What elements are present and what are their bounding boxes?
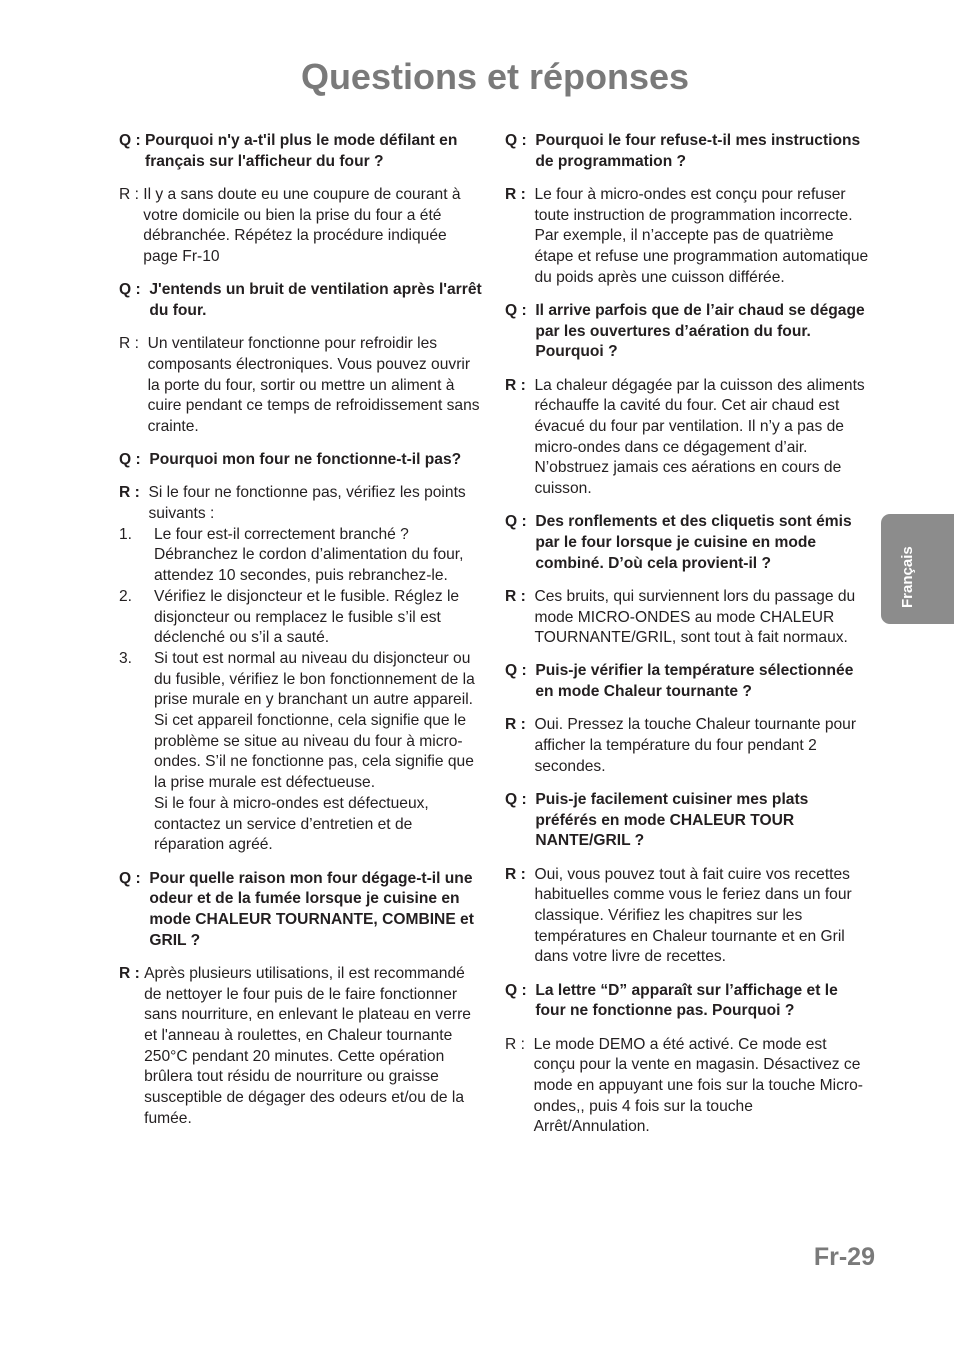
list-text: Si tout est normal au niveau du disjoncteur ou du fusible, vérifiez le bon fonctionnement de la prise murale en y branchant un autre appareil. Si cet appareil fonctionne, cela signifie que le problème se situe au niveau du four à micro-ondes. S’il ne fonctionne pas, cela signifie que la prise murale est défectueuse. — [154, 649, 475, 792]
question-text: Puis-je vérifier la température sélectionnée en mode Chaleur tournante ? — [535, 662, 854, 701]
question-label: Q : — [505, 301, 536, 319]
question — [505, 131, 870, 172]
question — [505, 790, 870, 852]
answer-text: Un ventilateur fonctionne pour refroidir les composants électroniques. Vous pouvez ouvrir la porte du four, sortir ou mettre un aliment à cuire pendant ce temps de refroidissement sans crainte. — [147, 335, 480, 435]
question — [119, 869, 484, 952]
question — [119, 131, 484, 172]
page-number: Fr-29 — [813, 1243, 875, 1271]
list-text-extra: Si le four à micro-ondes est défectueux, contactez un service d’entretien et de réparation agréé. — [154, 794, 429, 854]
list-item — [119, 525, 484, 587]
answer-text: Ces bruits, qui surviennent lors du passage du mode MICRO-ONDES au mode CHALEUR TOURNANTE/GRIL, sont tout à fait normaux. — [534, 587, 856, 647]
qa-item — [505, 512, 870, 574]
answer-label: R : — [119, 185, 144, 203]
question-text: Des ronflements et des cliquetis sont émis par le four lorsque je cuisine en mode combiné. D’où cela provient-il ? — [535, 513, 852, 572]
question-text: J'entends un bruit de ventilation après l'arrêt du four. — [149, 281, 482, 319]
answer-label: R : — [119, 964, 145, 982]
qa-item — [119, 450, 484, 471]
answer-label: R : — [505, 1035, 534, 1053]
question-label: Q : — [119, 869, 150, 887]
question-text: Pour quelle raison mon four dégage-t-il une odeur et de la fumée lorsque je cuisine en mode CHALEUR TOURNANTE, COMBINE et GRIL ? — [149, 869, 474, 949]
question-text: Pourquoi n'y a-t'il plus le mode défilant en français sur l'afficheur du four ? — [145, 132, 458, 170]
question-label: Q : — [505, 132, 536, 149]
list-text-group — [154, 649, 484, 856]
answer — [505, 1035, 870, 1139]
qa-item — [505, 790, 870, 852]
qa-item — [119, 280, 484, 321]
question — [505, 661, 870, 702]
qa-item — [505, 131, 870, 172]
qa-item — [505, 376, 870, 500]
question-label: Q : — [505, 790, 536, 808]
answer-text: Oui, vous pouvez tout à fait cuire vos recettes habituelles comme vous le feriez dans un four classique. Vérifiez les chapitres sur les températures en Chaleur tournante et en Gril dans votre livre de recettes. — [534, 865, 852, 966]
qa-item — [119, 964, 484, 1130]
question-text: La lettre “D” apparaît sur l’affichage et le four ne fonctionne pas. Pourquoi ? — [535, 981, 838, 1020]
language-tab — [881, 514, 954, 624]
answer-text: Le mode DEMO a été activé. Ce mode est conçu pour la vente en magasin. Désactivez ce mode en appuyant une fois sur la touche Micro-ondes,, puis 4 fois sur la touche Arrêt/Annulation. — [533, 1035, 863, 1136]
question — [505, 301, 870, 363]
checklist — [119, 525, 484, 856]
answer — [505, 715, 870, 777]
list-number: 2. — [119, 587, 133, 605]
question-text: Pourquoi le four refuse-t-il mes instructions de programmation ? — [535, 132, 861, 170]
list-number: 3. — [119, 649, 133, 667]
question-label: Q : — [505, 513, 536, 531]
qa-item — [505, 587, 870, 649]
qa-item — [505, 981, 870, 1022]
answer-label: R : — [505, 376, 535, 394]
page-title: Questions et réponses — [300, 56, 690, 97]
answer — [505, 587, 870, 649]
question-text: Puis-je facilement cuisiner mes plats préférés en mode CHALEUR TOUR NANTE/GRIL ? — [535, 790, 809, 850]
list-text: Le four est-il correctement branché ? Débranchez le cordon d’alimentation du four, attendez 10 secondes, puis rebranchez-le. — [154, 525, 464, 585]
question-label: Q : — [119, 132, 145, 149]
left-column — [119, 131, 484, 1142]
language-tab-label: Français — [899, 546, 916, 608]
answer — [505, 376, 870, 500]
answer-label: R : — [505, 587, 535, 605]
answer-text: Il y a sans doute eu une coupure de courant à votre domicile ou bien la prise du four a été débranchée. Répétez la procédure indiquée page Fr-10 — [143, 185, 461, 266]
question — [119, 450, 484, 471]
answer — [119, 964, 484, 1130]
question-text: Pourquoi mon four ne fonctionne-t-il pas? — [149, 451, 462, 469]
list-number: 1. — [119, 525, 133, 543]
answer — [119, 185, 484, 268]
list-item — [119, 649, 484, 856]
qa-item — [505, 1035, 870, 1139]
qa-item — [119, 869, 484, 952]
qa-item — [119, 131, 484, 172]
question-text: Il arrive parfois que de l’air chaud se dégage par les ouvertures d’aération du four. Pourquoi ? — [535, 301, 865, 361]
answer-text: Le four à micro-ondes est conçu pour refuser toute instruction de programmation incorrecte. Par exemple, il n’accepte pas de quatrième étape et refuse une programmation automatique du poids après une cuisson différée. — [534, 185, 869, 286]
right-column — [505, 131, 870, 1151]
answer — [119, 334, 484, 438]
list-text: Vérifiez le disjoncteur et le fusible. Réglez le disjoncteur ou remplacez le fusible s’il est déclenché ou s’il a sauté. — [154, 587, 460, 647]
answer — [505, 185, 870, 289]
question-label: Q : — [119, 281, 150, 299]
question — [119, 280, 484, 321]
question-label: Q : — [505, 981, 536, 999]
question — [505, 512, 870, 574]
answer-label: R : — [505, 185, 535, 203]
answer-label: R : — [119, 335, 148, 353]
answer-text: Oui. Pressez la touche Chaleur tournante pour afficher la température du four pendant 2 secondes. — [534, 716, 857, 775]
question-label: Q : — [505, 662, 536, 680]
answer-text: La chaleur dégagée par la cuisson des aliments réchauffe la cavité du four. Cet air chaud est évacué du four par ventilation. Il n’y a pas de micro-ondes dans ce dégagement d’air. N’obstruez jamais ces aérations en cours de cuisson. — [534, 376, 865, 498]
answer-label: R : — [505, 865, 535, 883]
question — [505, 981, 870, 1022]
answer-text: Si le four ne fonctionne pas, vérifiez les points suivants : — [148, 484, 466, 523]
question-label: Q : — [119, 451, 150, 469]
answer — [119, 483, 484, 524]
qa-item — [505, 301, 870, 363]
answer-label: R : — [119, 484, 149, 502]
qa-item — [119, 334, 484, 438]
qa-item — [505, 715, 870, 777]
list-item — [119, 587, 484, 649]
qa-item — [119, 185, 484, 268]
qa-item — [505, 661, 870, 702]
answer-text: Après plusieurs utilisations, il est recommandé de nettoyer le four puis de le faire fonctionner sans nourriture, en enlevant le plateau en verre et l'anneau à roulettes, en Chaleur tournante 250°C pendant 20 minutes. Cette opération brûlera tout résidu de nourriture ou graisse susceptible de dégager des odeurs et/ou de la fumée. — [144, 964, 471, 1127]
qa-item — [505, 185, 870, 289]
qa-item — [119, 483, 484, 856]
qa-item — [505, 865, 870, 969]
answer — [505, 865, 870, 969]
answer-label: R : — [505, 716, 535, 734]
